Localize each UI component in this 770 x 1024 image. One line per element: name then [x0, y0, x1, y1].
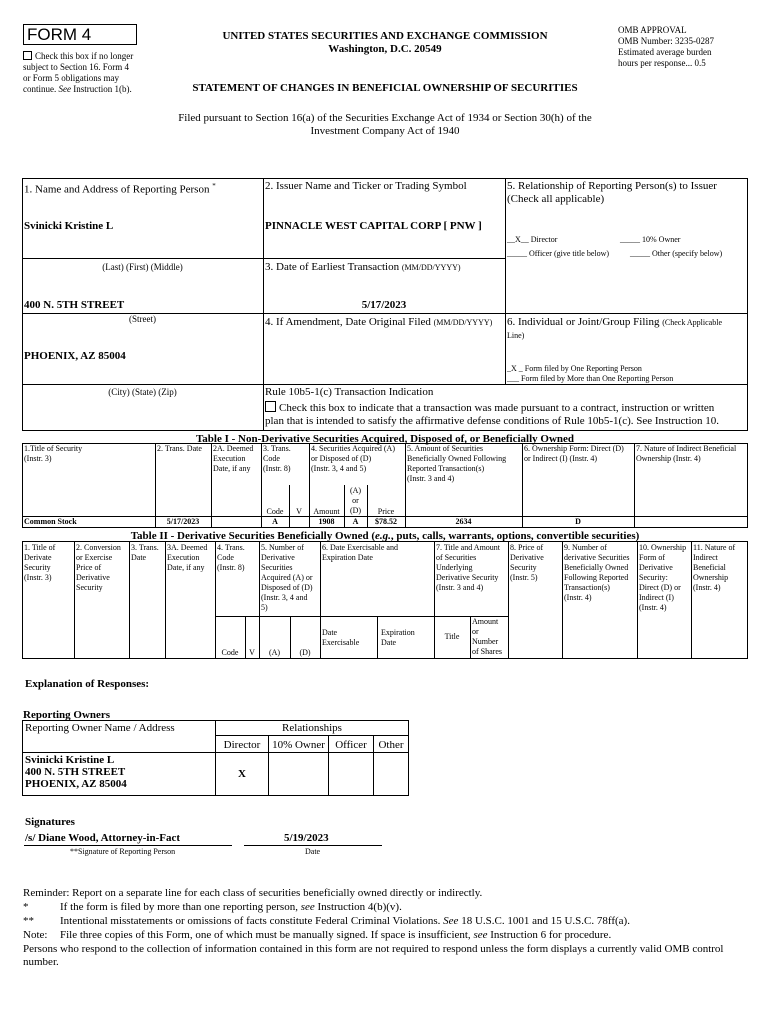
- relationship-director: __X__ Director: [507, 235, 558, 244]
- no-longer-subject-checkbox[interactable]: [23, 51, 32, 60]
- relationship-ten-percent: _____ 10% Owner: [620, 235, 681, 244]
- rule-text: Check this box to indicate that a transaction was made pursuant to a contract, instruction or written plan that is intended to satisfy the affirmative defense conditions of Rule 10b5-1(c). See Instruction 10.: [265, 402, 720, 427]
- t1-row-form: D: [575, 517, 581, 526]
- t1-row-price: $78.52: [375, 517, 397, 526]
- t1-sub-amount: Amount: [313, 507, 340, 516]
- t2-col6-header: 6. Date Exercisable and Expiration Date: [322, 543, 398, 562]
- t2-col7-header: 7. Title and Amount of Securities Underlying Derivative Security (Instr. 3 and 4): [436, 543, 501, 592]
- no-longer-subject-checkbox-block[interactable]: Check this box if no longer subject to Section 16. Form 4 or Form 5 obligations may continue. See Instruction 1(b).: [23, 51, 134, 94]
- earliest-transaction-date: 5/17/2023: [361, 299, 407, 311]
- footer-note: Note: File three copies of this Form, one of which must be manually signed. If space is insufficient, see Instruction 6 for procedure.: [23, 929, 612, 941]
- t1-sub-a-or-d: (A) or (D): [349, 486, 362, 515]
- box1-label: 1. Name and Address of Reporting Person *: [24, 182, 216, 196]
- t1-row-amount: 1908: [318, 517, 335, 526]
- ten-percent-header: 10% Owner: [269, 736, 329, 753]
- t2-col8-header: 8. Price of Derivative Security (Instr. 5): [510, 543, 544, 582]
- t1-col6-header: 6. Ownership Form: Direct (D) or Indirect (I) (Instr. 4): [524, 444, 624, 463]
- t1-row-date: 5/17/2023: [166, 517, 200, 526]
- signatures-heading: Signatures: [25, 816, 75, 828]
- table2-title: Table II - Derivative Securities Beneficially Owned (e.g., puts, calls, warrants, options, convertible securities): [130, 530, 640, 542]
- footer-persons: Persons who respond to the collection of information contained in this form are not required to respond unless the form displays a currently valid OMB control number.: [23, 943, 724, 968]
- signature-date: 5/19/2023: [284, 832, 329, 844]
- t2-col1-header: 1. Title of Derivate Security (Instr. 3): [24, 543, 56, 582]
- box6-label: 6. Individual or Joint/Group Filing (Check Applicable Line): [507, 316, 722, 340]
- officer-header: Officer: [329, 736, 374, 753]
- filing-option-group: ___ Form filed by More than One Reporting Person: [507, 374, 674, 383]
- issuer-name: PINNACLE WEST CAPITAL CORP [ PNW ]: [265, 220, 482, 232]
- table1-title: Table I - Non-Derivative Securities Acquired, Disposed of, or Beneficially Owned: [195, 433, 575, 445]
- statement-title: STATEMENT OF CHANGES IN BENEFICIAL OWNERSHIP OF SECURITIES: [192, 82, 578, 94]
- reporting-owners-heading: Reporting Owners: [23, 709, 111, 721]
- reporting-person-name: Svinicki Kristine L: [24, 220, 114, 232]
- box2-label: 2. Issuer Name and Ticker or Trading Symbol: [265, 180, 467, 192]
- footer-star2: ** Intentional misstatements or omissions of facts constitute Federal Criminal Violations. See 18 U.S.C. 1001 and 15 U.S.C. 78ff(a).: [23, 915, 630, 927]
- reporting-owners-table: [22, 720, 409, 796]
- other-cell: [374, 753, 409, 796]
- ten-percent-cell: [269, 753, 329, 796]
- t1-row-security: Common Stock: [24, 517, 77, 526]
- t1-col1-header: 1.Title of Security (Instr. 3): [24, 444, 83, 463]
- t2-sub-title: Title: [444, 632, 460, 641]
- t1-col7-header: 7. Nature of Indirect Beneficial Ownership (Instr. 4): [636, 444, 737, 463]
- t2-sub-exp: Expiration Date: [381, 628, 415, 647]
- t1-col4-header: 4. Securities Acquired (A) or Disposed of (D) (Instr. 3, 4 and 5): [311, 444, 395, 473]
- reporting-person-city: PHOENIX, AZ 85004: [24, 350, 126, 362]
- signer-name: /s/ Diane Wood, Attorney-in-Fact: [25, 832, 181, 844]
- agency-city: Washington, D.C. 20549: [328, 43, 442, 55]
- t1-col3-header: 3. Trans. Code (Instr. 8): [263, 444, 291, 473]
- t2-col11-header: 11. Nature of Indirect Beneficial Ownership (Instr. 4): [693, 543, 736, 592]
- t2-col3a-header: 3A. Deemed Execution Date, if any: [167, 543, 208, 572]
- explanation-heading: Explanation of Responses:: [25, 678, 150, 690]
- t2-col4-header: 4. Trans. Code (Instr. 8): [217, 543, 245, 572]
- rule-10b5-checkbox[interactable]: [265, 401, 276, 412]
- rule-title: Rule 10b5-1(c) Transaction Indication: [265, 386, 434, 398]
- owner-name-header: Reporting Owner Name / Address: [23, 721, 216, 753]
- t2-col2-header: 2. Conversion or Exercise Price of Derivative Security: [76, 543, 121, 592]
- omb-approval: OMB APPROVAL OMB Number: 3235-0287 Estimated average burden hours per response... 0.5: [618, 25, 714, 68]
- relationship-officer: _____ Officer (give title below): [507, 249, 610, 258]
- box5-label: 5. Relationship of Reporting Person(s) to Issuer (Check all applicable): [507, 180, 717, 205]
- filed-pursuant: Filed pursuant to Section 16(a) of the Securities Exchange Act of 1934 or Section 30(h) of the Investment Company Act of 1940: [178, 112, 592, 137]
- t2-sub-a: (A): [268, 648, 281, 657]
- director-header: Director: [216, 736, 269, 753]
- agency-name: UNITED STATES SECURITIES AND EXCHANGE COMMISSION: [222, 30, 548, 42]
- name-parts-label: (Last) (First) (Middle): [102, 262, 183, 272]
- t2-sub-amount: Amount or Number of Shares: [472, 617, 502, 656]
- footer-reminder: Reminder: Report on a separate line for each class of securities beneficially owned directly or indirectly.: [23, 887, 483, 899]
- relationships-header: Relationships: [216, 721, 409, 736]
- t1-row-owned: 2634: [455, 517, 472, 526]
- street-label: (Street): [129, 314, 156, 324]
- t2-col9-header: 9. Number of derivative Securities Beneficially Owned Following Reported Transaction(s) (Instr. 4): [564, 543, 630, 602]
- form-title: FORM 4: [27, 25, 92, 44]
- footer-star1: * If the form is filed by more than one reporting person, see Instruction 4(b)(v).: [23, 901, 402, 913]
- t2-sub-code: Code: [221, 648, 239, 657]
- t2-col5-header: 5. Number of Derivative Securities Acquired (A) or Disposed of (D) (Instr. 3, 4 and 5): [261, 543, 313, 612]
- officer-cell: [329, 753, 374, 796]
- t1-sub-price: Price: [377, 507, 395, 516]
- relationship-other: _____ Other (specify below): [630, 249, 723, 258]
- other-header: Other: [374, 736, 409, 753]
- t1-col5-header: 5. Amount of Securities Beneficially Owned Following Reported Transaction(s) (Instr. 3 and 4): [407, 444, 507, 483]
- filing-option-one: _X _ Form filed by One Reporting Person: [507, 364, 642, 373]
- director-mark: X: [216, 753, 269, 796]
- signature-date-label: Date: [305, 847, 321, 856]
- t1-row-code: A: [272, 517, 278, 526]
- city-state-zip-label: (City) (State) (Zip): [108, 387, 177, 397]
- t2-sub-date-ex: Date Exercisable: [322, 628, 360, 647]
- t1-col2-header: 2. Trans. Date: [157, 444, 202, 453]
- owner-address-cell: Svinicki Kristine L 400 N. 5TH STREET PHOENIX, AZ 85004: [23, 753, 216, 796]
- t2-col3-header: 3. Trans. Date: [131, 543, 159, 562]
- t1-row-ad: A: [352, 517, 359, 526]
- t2-sub-v: V: [249, 648, 255, 657]
- reporting-person-street: 400 N. 5TH STREET: [24, 299, 125, 311]
- box3-label: 3. Date of Earliest Transaction (MM/DD/YYYY): [265, 261, 461, 273]
- signature-label: **Signature of Reporting Person: [70, 847, 176, 856]
- box4-label: 4. If Amendment, Date Original Filed (MM/DD/YYYY): [265, 316, 493, 328]
- t2-col10-header: 10. Ownership Form of Derivative Security: Direct (D) or Indirect (I) (Instr. 4): [639, 543, 687, 612]
- form-title-box: [23, 24, 137, 45]
- t1-sub-code: Code: [266, 507, 284, 516]
- t1-col2a-header: 2A. Deemed Execution Date, if any: [213, 444, 254, 473]
- t1-sub-v: V: [296, 507, 302, 516]
- t2-sub-d: (D): [299, 648, 311, 657]
